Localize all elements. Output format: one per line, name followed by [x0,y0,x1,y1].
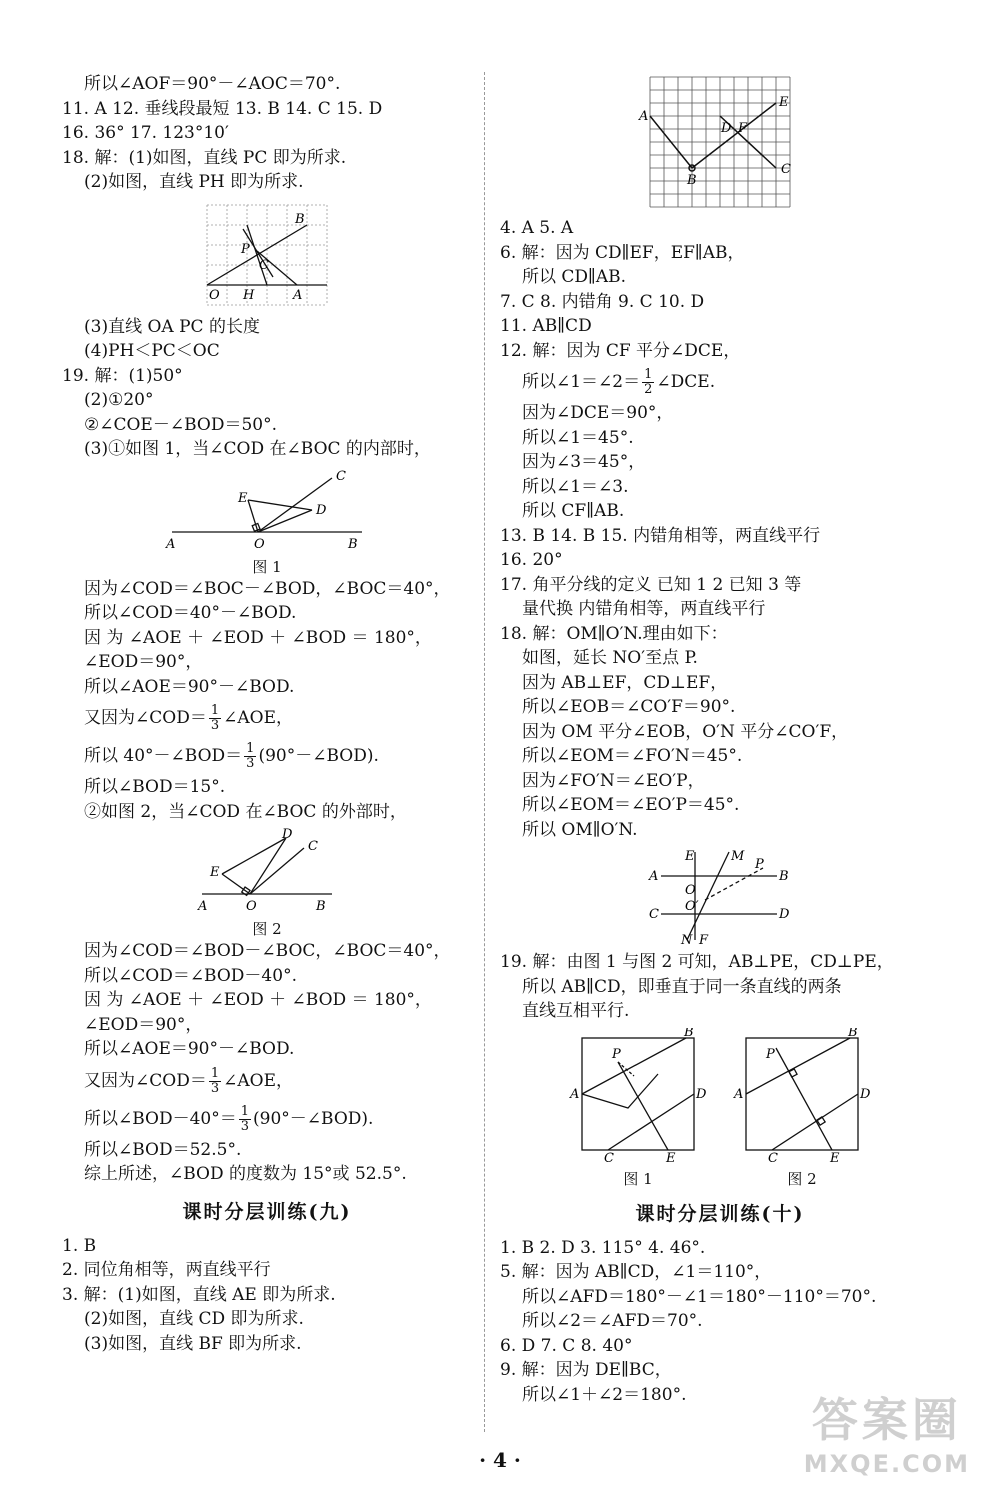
text-line: 19. 解：由图 1 与图 2 可知，AB⊥PE，CD⊥PE， [500,952,894,972]
text-line: 18. 解：OM∥O′N.理由如下： [500,623,728,644]
point-label: E [685,849,695,864]
point-label: A [198,899,208,914]
point-label: B [779,869,789,884]
text-line: 1. B 2. D 3. 115° 4. 46°. [500,1237,706,1258]
text-line: 6. D 7. C 8. 40° [500,1335,633,1356]
text-line: ②如图 2，当∠COD 在∠BOC 的外部时， [84,801,407,822]
text-line: 12. 解：因为 CF 平分∠DCE， [500,340,741,361]
point-label: P [241,241,250,257]
watermark-logo [804,1384,970,1478]
figure-caption: 图 2 [787,1169,817,1188]
text-line: 因为∠3＝45°， [522,452,646,472]
text-line [62,699,472,737]
point-label: B [295,211,305,227]
point-label: O [254,536,265,552]
text-line: 1. B [62,1235,97,1256]
point-label: O [246,899,257,914]
point-label: E [830,1150,840,1164]
point-label: D [860,1086,871,1102]
text-line: 4. A 5. A [500,218,574,238]
text-line: 所以∠BOD＝15°. [84,777,226,797]
text-line: 因 为 ∠AOE ＋ ∠EOD ＋ ∠BOD ＝ 180°， [84,990,432,1010]
text-line: 19. 解：(1)50° [62,365,183,386]
text-line: 所以∠AOF＝90°－∠AOC＝70°. [84,74,341,94]
point-label: B [348,536,358,552]
text-line: 如图，延长 NO′至点 P. [522,648,698,668]
text-line: (3)直线 OA PC 的长度 [84,316,260,337]
fraction: $\frac{1}{2}$ [644,367,653,397]
point-label: B [848,1027,858,1040]
text-line: 所以∠1＝45°. [522,427,634,448]
text-line: (3)①如图 1，当∠COD 在∠BOC 的内部时， [84,439,431,459]
point-label: D [721,121,732,136]
point-label: C [308,839,318,854]
column-divider [484,72,485,1432]
text-line: ∠EOD＝90°， [84,652,203,672]
text-fragment: (90°－∠BOD). [258,746,379,766]
text-line: 因为∠FO′N＝∠EO′P， [522,770,705,791]
figures-row [500,1028,940,1189]
text-line: 3. 解：(1)如图，直线 AE 即为所求. [62,1284,336,1305]
text-line: 量代换 内错角相等，两直线平行 [522,599,766,619]
text-line: 所以 CF∥AB. [522,501,625,521]
text-line [62,1100,472,1138]
text-fragment: 又因为∠COD＝ [84,1070,207,1091]
text-fragment: ∠AOE， [223,708,293,728]
text-line: 因为∠COD＝∠BOC－∠BOD，∠BOC＝40°， [84,578,451,599]
point-label: O [685,883,696,898]
point-label: A [166,536,176,552]
text-line: 综上所述，∠BOD 的度数为 15°或 52.5°. [84,1164,407,1184]
point-label: F [738,121,748,136]
point-label: D [696,1086,707,1102]
point-label: B [684,1027,694,1040]
point-label: E [666,1150,676,1164]
text-line: 直线互相平行. [522,1001,630,1021]
text-line: 所以∠BOD＝52.5°. [84,1139,242,1160]
text-fragment: ∠AOE， [223,1070,293,1091]
point-label: D [282,828,293,842]
fraction: $\frac{1}{3}$ [240,1103,250,1134]
parallel-lines-figure [645,846,795,946]
point-label: A [293,287,303,303]
point-label: P [766,1046,775,1062]
text-line: (3)如图，直线 BF 即为所求. [84,1333,302,1354]
text-line: 因为∠DCE＝90°， [522,403,674,423]
fraction: $\frac{1}{3}$ [210,703,220,733]
text-fragment: 又因为∠COD＝ [84,708,207,728]
figure-caption: 图 1 [623,1169,653,1188]
text-line: (2)如图，直线 CD 即为所求. [84,1309,304,1329]
grid-figure-q3 [635,72,805,212]
text-fragment: 所以∠1＝∠2＝ [522,372,641,392]
point-label: A [639,109,649,124]
figure-caption: 图 2 [252,920,282,938]
text-line: 因为 OM 平分∠EOB，O′N 平分∠CO′F， [522,721,849,742]
text-fragment: 所以 40°－∠BOD＝ [84,746,243,766]
text-line: 所以 OM∥O′N. [522,819,638,840]
text-line: 所以∠1＋∠2＝180°. [522,1384,687,1405]
text-fragment: 所以∠BOD－40°＝ [84,1108,237,1129]
text-line: 所以 CD∥AB. [522,267,627,287]
point-label: C [768,1150,778,1164]
point-label: O′ [685,899,699,914]
point-label: C [781,162,791,177]
square-figure-1 [568,1028,708,1164]
figure-2-angles [192,828,342,914]
text-line: 9. 解：因为 DE∥BC， [500,1360,672,1380]
text-line [500,363,940,401]
text-line: 所以∠1＝∠3. [522,476,629,497]
text-line: 所以∠COD＝40°－∠BOD. [84,603,297,623]
point-label: E [238,490,248,506]
point-label: E [779,95,789,110]
left-column [62,72,472,1356]
text-line: 6. 解：因为 CD∥EF，EF∥AB， [500,242,745,263]
point-label: A [734,1086,744,1102]
point-label: O [209,287,220,303]
text-line: 2. 同位角相等，两直线平行 [62,1260,271,1280]
text-fragment: ∠DCE. [656,372,716,392]
point-label: B [316,899,326,914]
text-line: 所以∠COD＝∠BOD－40°. [84,965,297,986]
figure-caption: 图 1 [252,557,282,576]
point-label: B [687,173,697,188]
text-line: ∠EOD＝90°， [84,1014,203,1035]
text-line: 16. 20° [500,550,563,570]
section-title: 课时分层训练(九) [182,1200,352,1223]
point-label: M [731,849,745,864]
point-label: C [259,257,269,273]
square-figure-2 [732,1028,872,1164]
text-line [62,737,472,775]
point-label: D [779,907,790,922]
text-line: 所以∠AOE＝90°－∠BOD. [84,676,295,697]
text-line: 17. 角平分线的定义 已知 1 2 已知 3 等 [500,574,802,595]
figure-block [568,1028,708,1189]
point-label: N [681,933,693,946]
point-label: P [755,857,764,872]
text-line: 所以∠AOE＝90°－∠BOD. [84,1039,295,1059]
point-label: A [570,1086,580,1102]
text-line: (2)如图，直线 PH 即为所求. [84,172,304,192]
point-label: P [612,1046,621,1062]
point-label: F [699,933,709,946]
text-line: 所以∠EOM＝∠EO′P＝45°. [522,795,740,815]
point-label: A [649,869,659,884]
grid-figure-q18 [197,199,337,311]
text-line: 11. A 12. 垂线段最短 13. B 14. C 15. D [62,98,383,119]
text-line: 所以 AB∥CD，即垂直于同一条直线的两条 [522,976,842,997]
figure-block [732,1028,872,1189]
text-line: 所以∠EOM＝∠FO′N＝45°. [522,746,743,766]
text-line: 11. AB∥CD [500,316,592,336]
page-number: · 4 · [479,1448,521,1472]
fraction: $\frac{1}{3}$ [246,741,255,771]
text-line: 因为 AB⊥EF，CD⊥EF， [522,672,728,693]
right-column [500,72,940,1407]
fraction: $\frac{1}{3}$ [210,1065,220,1096]
point-label: E [210,865,220,880]
watermark-url: MXQE.COM [803,1450,970,1478]
text-line: 16. 36° 17. 123°10′ [62,123,229,143]
point-label: C [336,468,346,484]
text-line: 所以∠AFD＝180°－∠1＝180°－110°＝70°. [522,1286,877,1307]
section-title: 课时分层训练(十) [635,1202,805,1225]
text-line: 18. 解：(1)如图，直线 PC 即为所求. [62,147,347,168]
text-line: 所以∠EOB＝∠CO′F＝90°. [522,697,736,717]
watermark-text: 答案圈 [811,1393,962,1447]
text-line: 13. B 14. B 15. 内错角相等，两直线平行 [500,525,821,546]
point-label: D [316,502,327,518]
text-line: (4)PH＜PC＜OC [84,341,220,361]
text-fragment: (90°－∠BOD). [253,1108,374,1129]
point-label: H [243,287,255,303]
text-line: 5. 解：因为 AB∥CD，∠1＝110°， [500,1262,772,1282]
text-line: 7. C 8. 内错角 9. C 10. D [500,291,705,312]
text-line: ②∠COE－∠BOD＝50°. [84,414,277,435]
point-label: C [649,907,659,922]
text-line: 因为∠COD＝∠BOD－∠BOC，∠BOC＝40°， [84,941,451,961]
text-line: 所以∠2＝∠AFD＝70°. [522,1311,703,1331]
text-line [62,1062,472,1100]
figure-1-angles [162,466,372,552]
point-label: C [604,1150,614,1164]
text-line: (2)①20° [84,390,154,410]
text-line: 因 为 ∠AOE ＋ ∠EOD ＋ ∠BOD ＝ 180°， [84,627,432,648]
